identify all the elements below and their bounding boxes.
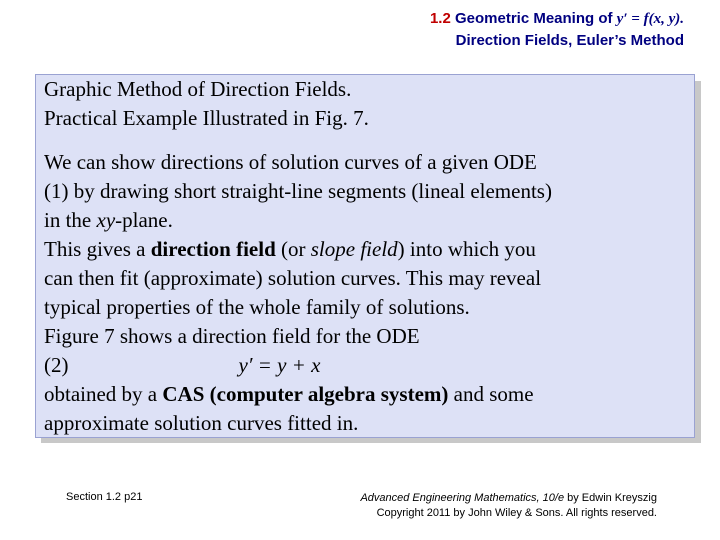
body-line: can then fit (approximate) solution curves. This may reveal: [44, 266, 542, 290]
box-heading: [44, 75, 369, 133]
body-line: Figure 7 shows a direction field for the ODE: [44, 324, 420, 348]
cas-term: CAS (computer algebra system): [162, 382, 449, 406]
text-run: in the: [44, 208, 97, 232]
book-author: by Edwin Kreyszig: [564, 492, 657, 504]
body-line: typical properties of the whole family of solutions.: [44, 295, 470, 319]
text-run: This gives a: [44, 237, 151, 261]
heading-line-1: Graphic Method of Direction Fields.: [44, 77, 352, 101]
box-body: [44, 148, 552, 438]
header-line-1: [430, 8, 684, 30]
equation-line: [44, 351, 552, 380]
slope-field-term: slope field: [310, 237, 398, 261]
header-subtitle: Direction Fields, Euler’s Method: [455, 32, 684, 49]
xy-term: xy: [96, 208, 116, 232]
content-box: [35, 74, 695, 438]
footer-copyright: Copyright 2011 by John Wiley & Sons. All rights reserved.: [376, 507, 657, 519]
text-run: -plane.: [115, 208, 173, 232]
body-line: approximate solution curves fitted in.: [44, 411, 359, 435]
heading-line-2: Practical Example Illustrated in Fig. 7.: [44, 106, 369, 130]
book-title: Advanced Engineering Mathematics, 10/e: [360, 492, 565, 504]
body-line: [44, 206, 552, 235]
footer-credits: [360, 491, 657, 521]
footer-section: Section 1.2 p21: [66, 491, 143, 503]
text-run: (or: [275, 237, 311, 261]
header-equation: y′ = f(x, y).: [616, 11, 684, 27]
text-run: obtained by a: [44, 382, 163, 406]
body-line: [44, 235, 552, 264]
body-line: We can show directions of solution curves of a given ODE: [44, 150, 537, 174]
direction-field-term: direction field: [150, 237, 276, 261]
text-run: and some: [448, 382, 534, 406]
slide-header: [430, 8, 684, 52]
footer-book-line: [360, 491, 657, 506]
equation: y′ = y + x: [238, 353, 321, 377]
body-line: [44, 380, 552, 409]
equation-label: (2): [44, 353, 69, 377]
text-run: ) into which you: [397, 237, 536, 261]
header-title: Geometric Meaning of: [454, 10, 613, 27]
body-line: (1) by drawing short straight-line segments (lineal elements): [44, 179, 552, 203]
section-number: 1.2: [429, 10, 451, 27]
